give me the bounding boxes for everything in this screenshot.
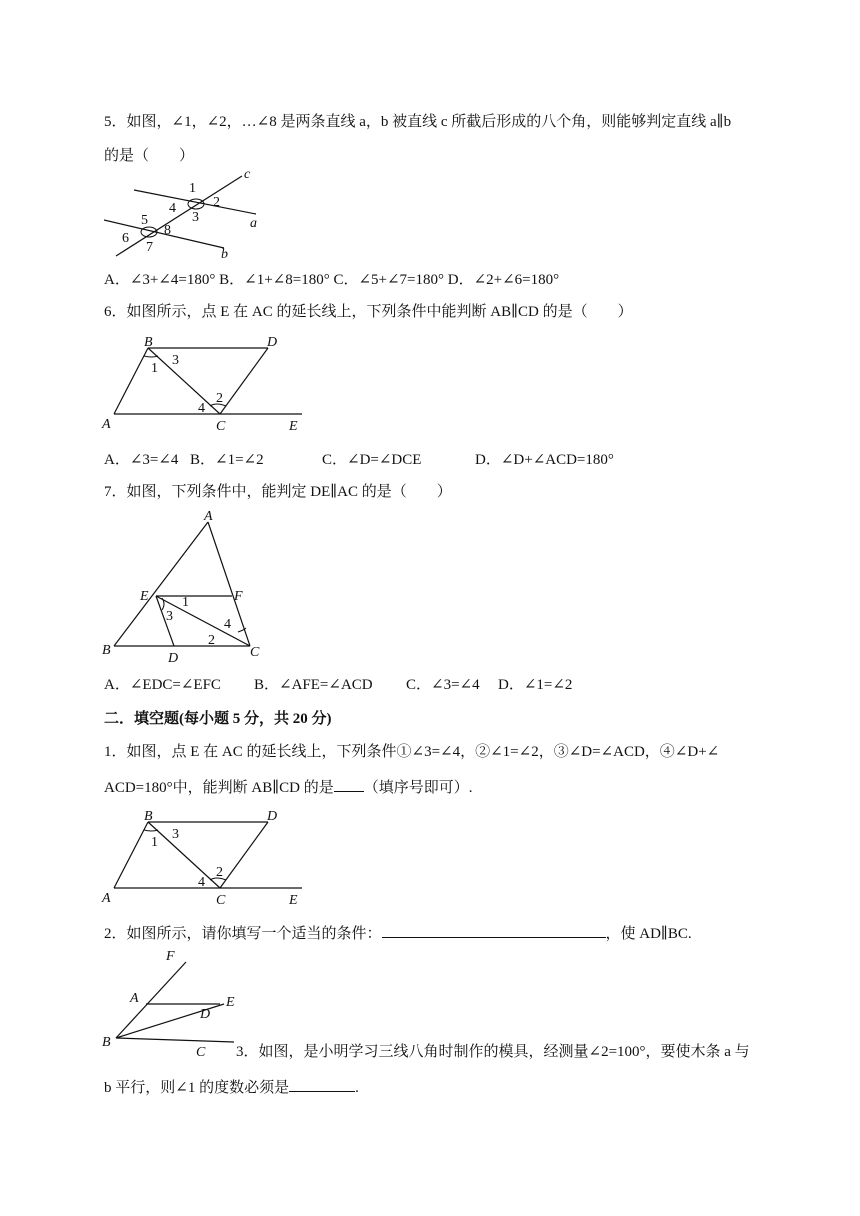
f3-answer-blank[interactable] — [289, 1076, 355, 1092]
label-B: B — [102, 643, 111, 658]
label-3: 3 — [172, 827, 179, 842]
label-E: E — [140, 589, 149, 604]
label-a: a — [250, 216, 257, 231]
q7-option-c: C．∠3=∠4 — [406, 677, 480, 693]
f1-stem-line1: 1．如图，点 E 在 AC 的延长线上，下列条件①∠3=∠4，②∠1=∠2，③∠D=∠ACD，④∠D+∠ — [104, 744, 720, 760]
label-C: C — [216, 419, 226, 434]
label-E: E — [289, 893, 298, 908]
f1-text-after: （填序号即可）. — [363, 780, 473, 796]
line-DC — [220, 348, 268, 414]
label-2: 2 — [213, 195, 220, 210]
label-B: B — [144, 809, 153, 824]
label-A: A — [204, 509, 213, 524]
label-1: 1 — [182, 595, 189, 610]
q6-stem: 6．如图所示，点 E 在 AC 的延长线上，下列条件中能判断 AB∥CD 的是（ ） — [104, 304, 633, 320]
label-B: B — [144, 335, 153, 350]
section-title: 二．填空题(每小题 5 分，共 20 分) — [104, 711, 332, 727]
f3-text-after: . — [355, 1080, 359, 1096]
q6-figure — [100, 334, 310, 434]
q5-stem-line1: 5．如图，∠1，∠2，…∠8 是两条直线 a，b 被直线 c 所截后形成的八个角，则能够判定直线 a∥b — [104, 114, 732, 130]
label-7: 7 — [146, 240, 153, 255]
f2-figure — [100, 946, 250, 1058]
label-3: 3 — [166, 609, 173, 624]
f3-stem-line1: 3．如图，是小明学习三线八角时制作的模具，经测量∠2=100°，要使木条 a 与 — [236, 1044, 750, 1060]
f2-text-after: ，使 AD∥BC. — [605, 926, 692, 942]
q6-option-d: D．∠D+∠ACD=180° — [475, 452, 614, 468]
line-BC — [148, 348, 220, 414]
label-4: 4 — [224, 617, 231, 632]
label-c: c — [244, 167, 251, 182]
label-C: C — [250, 645, 260, 660]
label-2: 2 — [216, 865, 223, 880]
label-1: 1 — [151, 361, 158, 376]
q6-option-a: A．∠3=∠4 — [104, 452, 179, 468]
label-F: F — [166, 949, 175, 964]
q5-options: A．∠3+∠4=180° B．∠1+∠8=180° C．∠5+∠7=180° D．∠2+∠6=180° — [104, 272, 560, 288]
label-E: E — [226, 995, 235, 1010]
f1-figure — [100, 808, 310, 908]
label-8: 8 — [164, 223, 171, 238]
label-1: 1 — [151, 835, 158, 850]
q7-option-d: D．∠1=∠2 — [498, 677, 573, 693]
label-D: D — [267, 809, 278, 824]
label-C: C — [216, 893, 226, 908]
line-AB — [114, 522, 208, 646]
label-2: 2 — [208, 633, 215, 648]
f1-answer-blank[interactable] — [334, 776, 364, 792]
f2-answer-blank[interactable] — [382, 922, 606, 938]
angle-arc-1 — [144, 356, 158, 357]
q5-figure — [104, 166, 274, 262]
label-2: 2 — [216, 391, 223, 406]
line-AB — [114, 822, 148, 888]
f2-text-before: 2．如图所示，请你填写一个适当的条件： — [104, 926, 382, 942]
line-BC — [116, 1038, 234, 1042]
line-BC — [148, 822, 220, 888]
q5-stem-line2: 的是（ ） — [104, 148, 195, 164]
line-AB — [114, 348, 148, 414]
label-E: E — [289, 419, 298, 434]
label-A: A — [102, 417, 111, 432]
label-3: 3 — [172, 353, 179, 368]
label-1: 1 — [189, 181, 196, 196]
label-5: 5 — [141, 213, 148, 228]
label-D: D — [200, 1007, 211, 1022]
label-b: b — [221, 247, 228, 262]
label-4: 4 — [198, 875, 205, 890]
label-A: A — [102, 891, 111, 906]
f1-text-before: ACD=180°中，能判断 AB∥CD 的是 — [104, 780, 334, 796]
q7-option-a: A．∠EDC=∠EFC — [104, 677, 221, 693]
f3-text-before: b 平行，则∠1 的度数必须是 — [104, 1080, 290, 1096]
label-A: A — [130, 991, 139, 1006]
label-3: 3 — [192, 210, 199, 225]
q6-option-b: B．∠1=∠2 — [190, 452, 264, 468]
line-DC — [220, 822, 268, 888]
f3-stem-line2 — [104, 1076, 359, 1098]
angle-arc-1 — [144, 830, 158, 831]
label-F: F — [234, 589, 243, 604]
f2-stem — [104, 922, 692, 944]
label-C: C — [196, 1045, 206, 1058]
angle-arc-top — [188, 199, 204, 209]
f1-stem-line2 — [104, 776, 473, 798]
q7-option-b: B．∠AFE=∠ACD — [254, 677, 373, 693]
label-4: 4 — [198, 401, 205, 416]
q7-stem: 7．如图，下列条件中，能判定 DE∥AC 的是（ ） — [104, 484, 452, 500]
q6-option-c: C．∠D=∠DCE — [322, 452, 422, 468]
label-D: D — [267, 335, 278, 350]
line-c — [116, 176, 242, 256]
label-D: D — [168, 651, 179, 666]
label-6: 6 — [122, 231, 129, 246]
q7-figure — [100, 506, 270, 666]
label-4: 4 — [169, 201, 176, 216]
label-B: B — [102, 1035, 111, 1050]
